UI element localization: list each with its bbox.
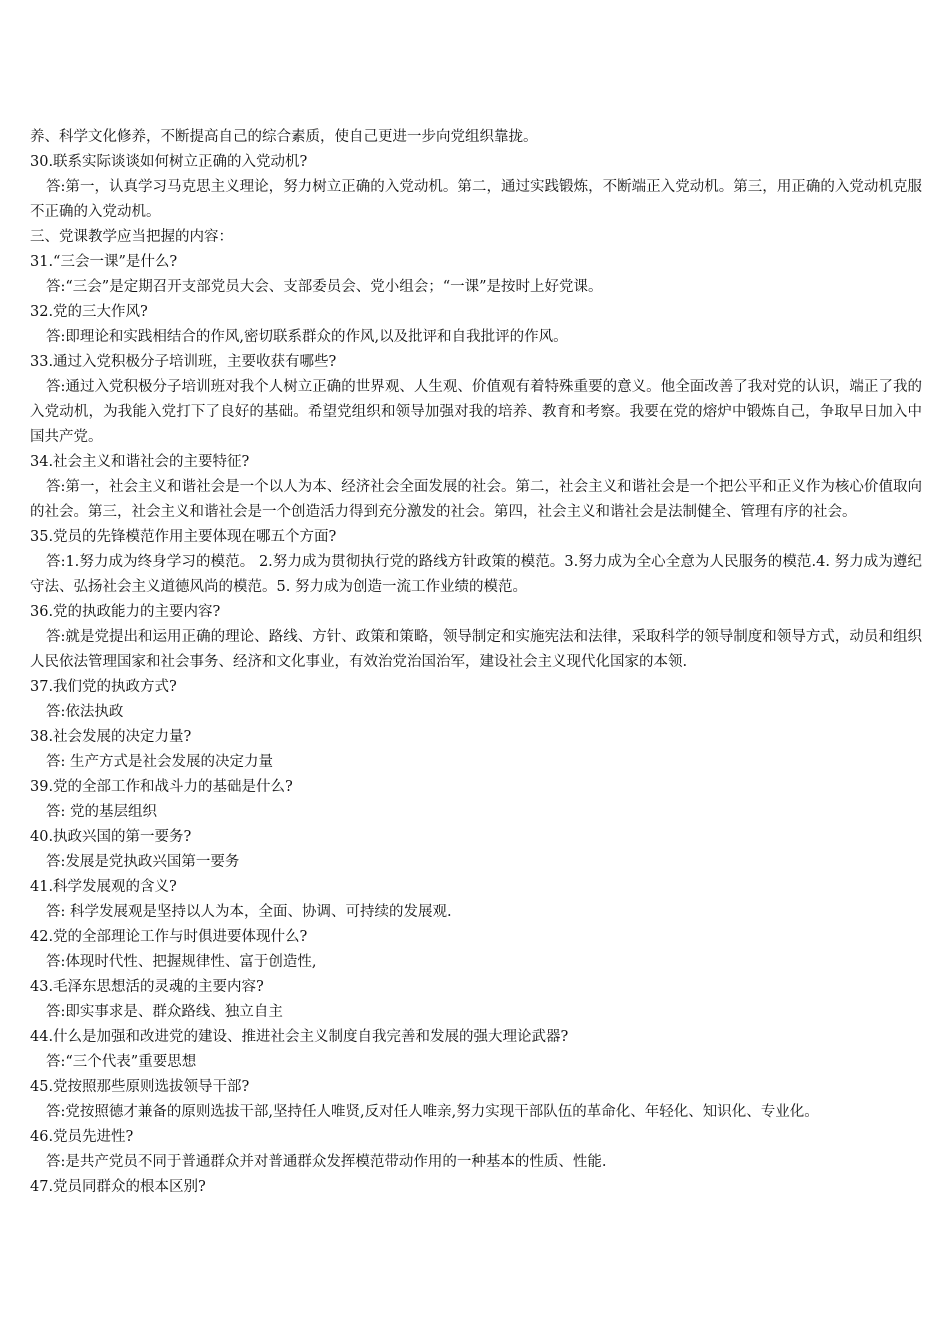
question-43: 43.毛泽东思想活的灵魂的主要内容? [30, 979, 264, 995]
question-35: 35.党员的先锋模范作用主要体现在哪五个方面? [30, 529, 337, 545]
question-41: 41.科学发展观的含义? [30, 879, 177, 895]
answer-43: 答:即实事求是、群众路线、独立自主 [46, 1004, 283, 1020]
answer-38: 答: 生产方式是社会发展的决定力量 [46, 754, 273, 770]
question-42: 42.党的全部理论工作与时俱进要体现什么? [30, 929, 308, 945]
question-45: 45.党按照那些原则选拔领导干部? [30, 1079, 250, 1095]
answer-45: 答:党按照德才兼备的原则选拔干部,坚持任人唯贤,反对任人唯亲,努力实现干部队伍的革命化、年轻化、知识化、专业化。 [46, 1104, 819, 1120]
question-31: 31.“三会一课”是什么? [30, 254, 178, 270]
question-46: 46.党员先进性? [30, 1129, 134, 1145]
answer-40: 答:发展是党执政兴国第一要务 [46, 854, 240, 870]
question-36: 36.党的执政能力的主要内容? [30, 604, 221, 620]
question-38: 38.社会发展的决定力量? [30, 729, 192, 745]
answer-34: 答:第一，社会主义和谐社会是一个以人为本、经济社会全面发展的社会。第二，社会主义和谐社会是一个把公平和正义作为核心价值取向的社会。第三，社会主义和谐社会是一个创造活力得到充分激发的社会。第四，社会主义和谐社会是法制健全、管理有序的社会。 [30, 479, 922, 520]
answer-44: 答:“三个代表”重要思想 [46, 1054, 197, 1070]
question-32: 32.党的三大作风? [30, 304, 148, 320]
text-continuation: 养、科学文化修养，不断提高自己的综合素质，使自己更进一步向党组织靠拢。 [30, 129, 538, 145]
answer-41: 答: 科学发展观是坚持以人为本，全面、协调、可持续的发展观. [46, 904, 452, 920]
answer-30: 答:第一，认真学习马克思主义理论，努力树立正确的入党动机。第二，通过实践锻炼，不断端正入党动机。第三，用正确的入党动机克服不正确的入党动机。 [30, 179, 922, 220]
question-30: 30.联系实际谈谈如何树立正确的入党动机? [30, 154, 308, 170]
section-heading: 三、党课教学应当把握的内容： [30, 229, 233, 245]
question-33: 33.通过入党积极分子培训班，主要收获有哪些? [30, 354, 337, 370]
answer-35: 答:1.努力成为终身学习的模范。 2.努力成为贯彻执行党的路线方针政策的模范。3.努力成为全心全意为人民服务的模范.4. 努力成为遵纪守法、弘扬社会主义道德风尚的模范。5. 努力成为创造一流工作业绩的模范。 [30, 554, 922, 595]
question-34: 34.社会主义和谐社会的主要特征? [30, 454, 250, 470]
answer-39: 答: 党的基层组织 [46, 804, 157, 820]
answer-42: 答:体现时代性、把握规律性、富于创造性, [46, 954, 317, 970]
question-44: 44.什么是加强和改进党的建设、推进社会主义制度自我完善和发展的强大理论武器? [30, 1029, 569, 1045]
document-body [30, 125, 922, 1200]
answer-31: 答:“三会”是定期召开支部党员大会、支部委员会、党小组会；“一课”是按时上好党课。 [46, 279, 603, 295]
answer-33: 答:通过入党积极分子培训班对我个人树立正确的世界观、人生观、价值观有着特殊重要的意义。他全面改善了我对党的认识，端正了我的入党动机，为我能入党打下了良好的基础。希望党组织和领导加强对我的培养、教育和考察。我要在党的熔炉中锻炼自己，争取早日加入中国共产党。 [30, 379, 922, 445]
answer-37: 答:依法执政 [46, 704, 124, 720]
answer-32: 答:即理论和实践相结合的作风,密切联系群众的作风,以及批评和自我批评的作风。 [46, 329, 568, 345]
question-37: 37.我们党的执政方式? [30, 679, 177, 695]
answer-36: 答:就是党提出和运用正确的理论、路线、方针、政策和策略，领导制定和实施宪法和法律，采取科学的领导制度和领导方式，动员和组织人民依法管理国家和社会事务、经济和文化事业，有效治党治国治军，建设社会主义现代化国家的本领. [30, 629, 922, 670]
question-47: 47.党员同群众的根本区别? [30, 1179, 206, 1195]
answer-46: 答:是共产党员不同于普通群众并对普通群众发挥模范带动作用的一种基本的性质、性能. [46, 1154, 607, 1170]
question-40: 40.执政兴国的第一要务? [30, 829, 192, 845]
question-39: 39.党的全部工作和战斗力的基础是什么? [30, 779, 293, 795]
